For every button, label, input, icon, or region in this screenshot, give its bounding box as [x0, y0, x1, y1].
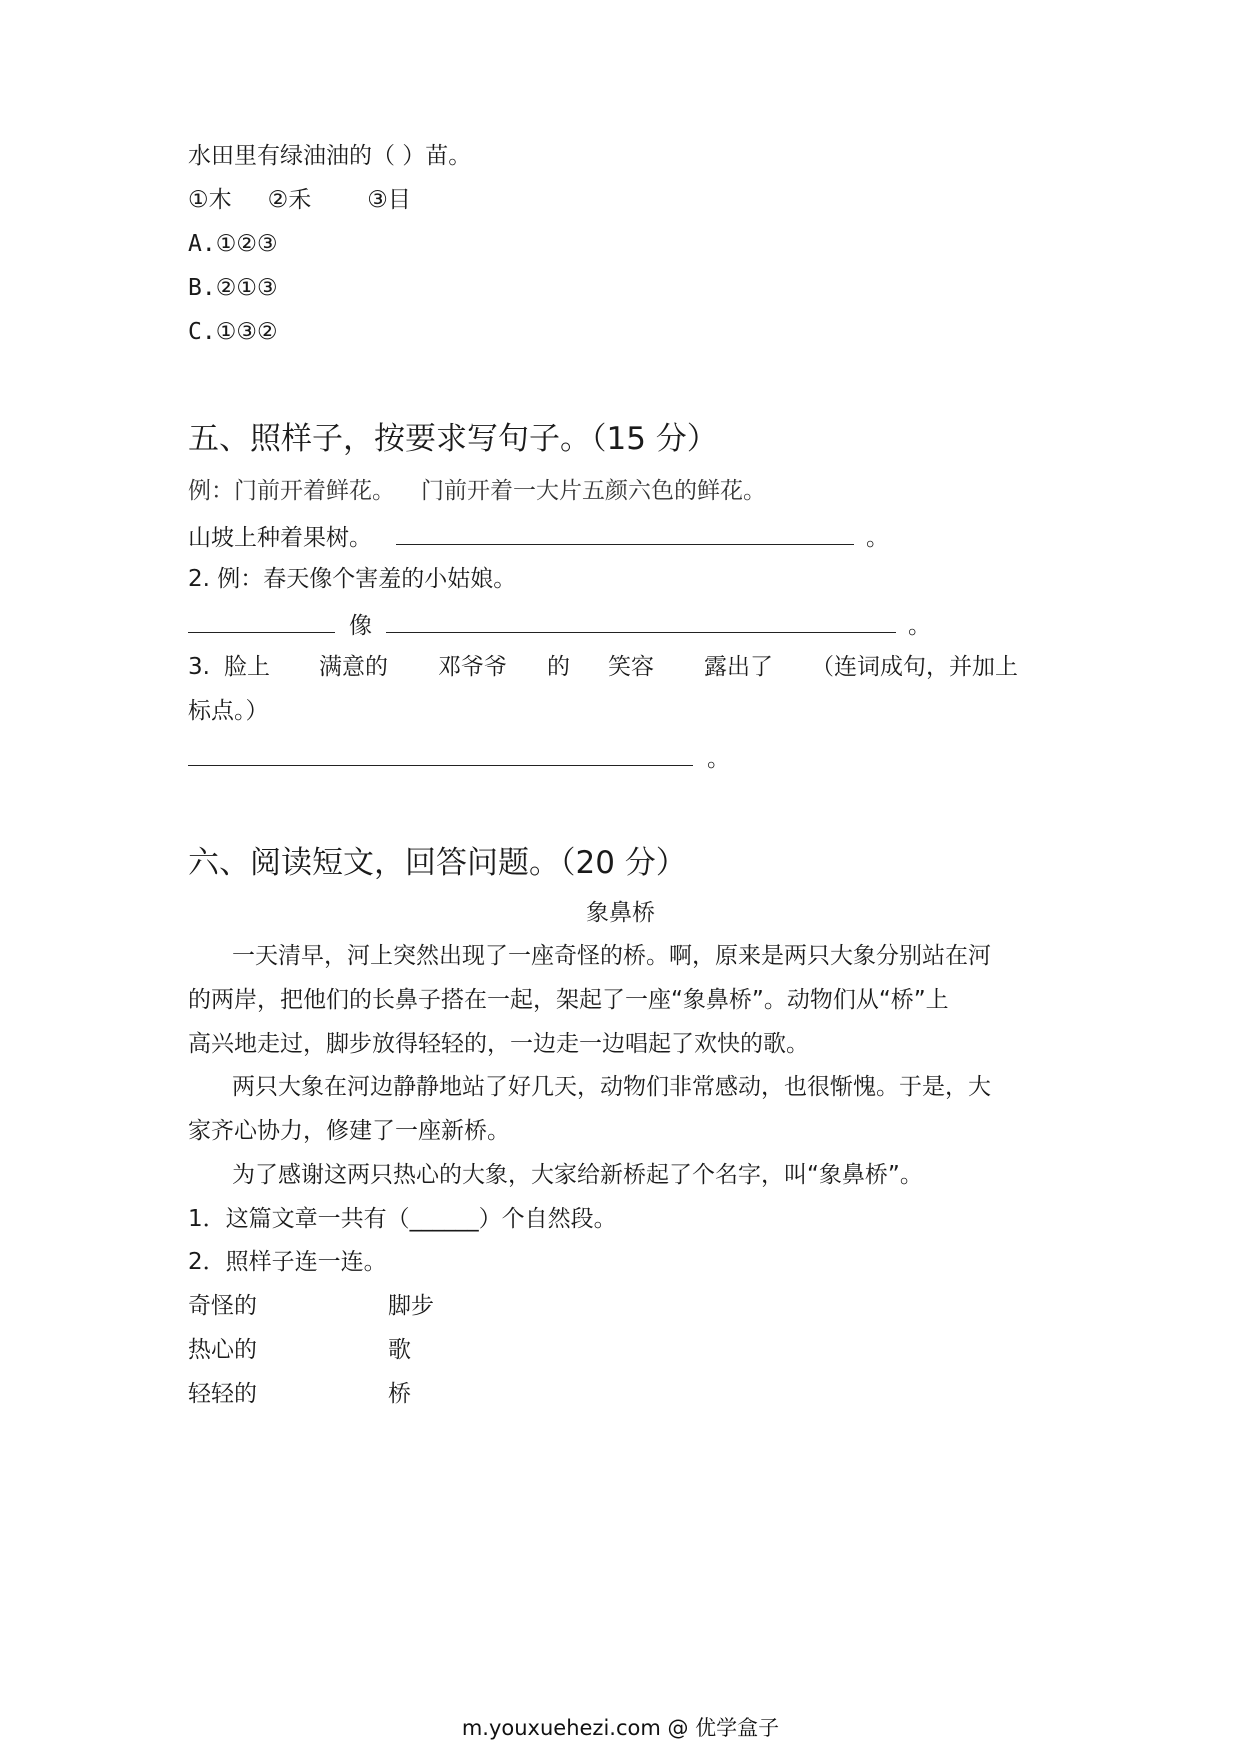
- example-1: 例：门前开着鲜花。 门前开着一大片五颜六色的鲜花。: [188, 478, 766, 504]
- choice-3: ③目: [367, 187, 411, 213]
- match-right-item[interactable]: 桥: [388, 1381, 411, 1407]
- word-card: 邓爷爷: [437, 654, 507, 680]
- question-1: 1．这篇文章一共有（______）个自然段。: [188, 1206, 617, 1232]
- match-left-item[interactable]: 热心的: [188, 1337, 257, 1363]
- option-a: A.①②③: [188, 231, 278, 257]
- match-right-item[interactable]: 脚步: [388, 1293, 434, 1319]
- paragraph-2: 两只大象在河边静静地站了好几天，动物们非常感动，也很惭愧。于是，大: [232, 1074, 991, 1100]
- footer-watermark: m.youxuehezi.com @ 优学盒子: [461, 1716, 780, 1740]
- match-row: [188, 1379, 411, 1409]
- word-card: 的: [546, 654, 570, 680]
- word-card: 脸上: [223, 654, 270, 680]
- word-card: 笑容: [607, 654, 654, 680]
- q2-line: 像 。: [188, 608, 931, 641]
- paragraph-1-line-3: 高兴地走过，脚步放得轻轻的，一边走一边唱起了欢快的歌。: [188, 1031, 809, 1057]
- section5-heading: 五、照样子，按要求写句子。（15 分）: [188, 421, 718, 457]
- paragraph-2-line-2: 家齐心协力，修建了一座新桥。: [188, 1118, 510, 1144]
- match-left-item[interactable]: 轻轻的: [188, 1381, 257, 1407]
- q4-sentence: 水田里有绿油油的（ ）苗。: [188, 143, 472, 169]
- choice-1: ①木: [188, 187, 232, 213]
- paragraph-1-line-2: 的两岸，把他们的长鼻子搭在一起，架起了一座“象鼻桥”。动物们从“桥”上: [188, 987, 949, 1013]
- section6-heading: 六、阅读短文，回答问题。（20 分）: [188, 845, 687, 881]
- match-left-item[interactable]: 奇怪的: [188, 1293, 257, 1319]
- choice-2: ②禾: [267, 187, 312, 213]
- option-b: B.②①③: [188, 275, 278, 301]
- paragraph-1: 一天清早，河上突然出现了一座奇怪的桥。啊，原来是两只大象分别站在河: [232, 943, 991, 969]
- q3-answer-line: 。: [188, 741, 730, 774]
- q2-example: 2. 例：春天像个害羞的小姑娘。: [188, 566, 517, 592]
- q1-prompt: 山坡上种着果树。: [188, 525, 372, 551]
- q1-line: 山坡上种着果树。 。: [188, 520, 889, 553]
- instruction-cont: 标点。）: [188, 698, 269, 724]
- word-card: 露出了: [703, 654, 773, 680]
- option-c: C.①③②: [188, 319, 278, 345]
- match-row: [188, 1335, 411, 1365]
- answer-blank[interactable]: [188, 608, 335, 633]
- answer-blank[interactable]: [188, 741, 693, 766]
- match-right-item[interactable]: 歌: [388, 1337, 411, 1363]
- q3-words: 3. 脸上 满意的 邓爷爷 的 笑容 露出了 （连词成句，并加上: [188, 654, 1018, 680]
- question-2: 2．照样子连一连。: [188, 1249, 387, 1275]
- q4-choices: [188, 185, 411, 215]
- answer-blank[interactable]: [396, 520, 854, 545]
- match-row: [188, 1291, 434, 1321]
- word-card: 满意的: [318, 654, 388, 680]
- answer-blank[interactable]: [386, 608, 896, 633]
- story-title: 象鼻桥: [586, 900, 655, 926]
- paragraph-3: 为了感谢这两只热心的大象，大家给新桥起了个名字，叫“象鼻桥”。: [232, 1162, 923, 1188]
- instruction: （连词成句，并加上: [810, 654, 1018, 680]
